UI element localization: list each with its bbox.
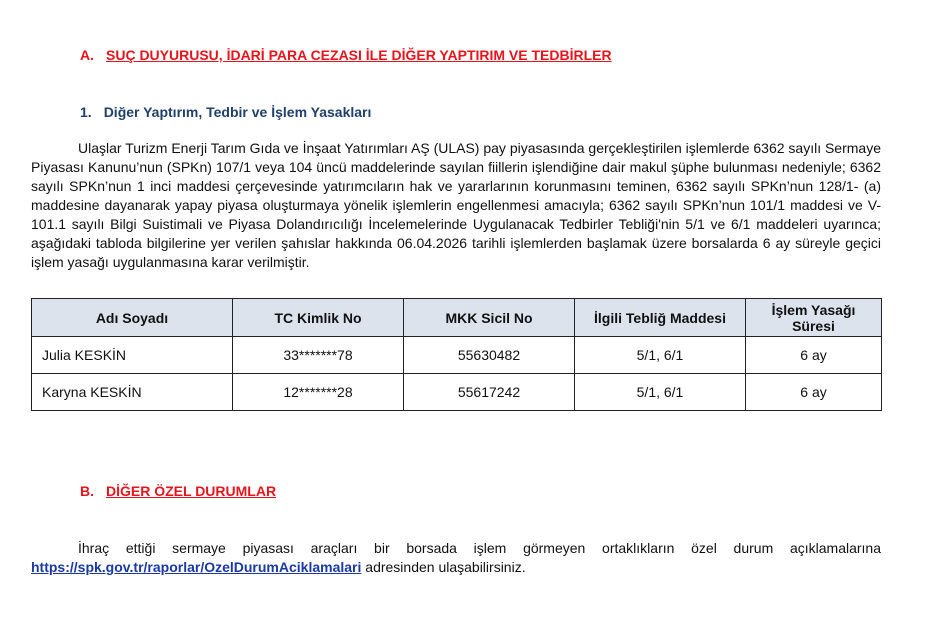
special-disclosures-text: İhraç ettiği sermaye piyasası araçları bir borsada işlem görmeyen ortaklıkların özel durum açıklamalarına xyxy=(78,540,881,556)
special-disclosures-paragraph xyxy=(31,539,881,577)
header-name: Adı Soyadı xyxy=(32,299,233,337)
section-b-title: DİĞER ÖZEL DURUMLAR xyxy=(106,483,277,499)
header-tc-id: TC Kimlik No xyxy=(233,299,404,337)
header-ban-duration: İşlem Yasağı Süresi xyxy=(746,299,882,337)
special-disclosures-text-after: adresinden ulaşabilirsiniz. xyxy=(361,559,526,575)
header-article: İlgili Tebliğ Maddesi xyxy=(575,299,746,337)
section-b-letter: B. xyxy=(80,483,94,499)
section-b-heading xyxy=(80,483,276,499)
cell-mkk-no: 55630482 xyxy=(404,337,575,374)
cell-ban-duration: 6 ay xyxy=(746,337,882,374)
special-disclosures-link[interactable]: https://spk.gov.tr/raporlar/OzelDurumAciklamalari xyxy=(31,559,362,575)
cell-ban-duration: 6 ay xyxy=(746,374,882,411)
trading-ban-table xyxy=(31,298,882,411)
cell-name: Karyna KESKİN xyxy=(32,374,233,411)
cell-tc-id: 12*******28 xyxy=(233,374,404,411)
section-a-title: SUÇ DUYURUSU, İDARİ PARA CEZASI İLE DİĞER YAPTIRIM VE TEDBİRLER xyxy=(106,47,612,63)
cell-article: 5/1, 6/1 xyxy=(575,337,746,374)
table-header-row xyxy=(32,299,882,337)
cell-name: Julia KESKİN xyxy=(32,337,233,374)
table-row xyxy=(32,337,882,374)
subsection-1-title: Diğer Yaptırım, Tedbir ve İşlem Yasakları xyxy=(103,104,372,120)
section-a-heading xyxy=(80,47,612,63)
subsection-1-heading xyxy=(80,104,371,120)
subsection-1-number: 1. xyxy=(80,104,92,120)
cell-mkk-no: 55617242 xyxy=(404,374,575,411)
header-mkk-no: MKK Sicil No xyxy=(404,299,575,337)
table-row xyxy=(32,374,882,411)
cell-tc-id: 33*******78 xyxy=(233,337,404,374)
decision-paragraph xyxy=(31,139,881,272)
cell-article: 5/1, 6/1 xyxy=(575,374,746,411)
section-a-letter: A. xyxy=(80,47,94,63)
decision-paragraph-text: Ulaşlar Turizm Enerji Tarım Gıda ve İnşaat Yatırımları AŞ (ULAS) pay piyasasında gerçekleştirilen işlemlerde 6362 sayılı Sermaye Piyasası Kanunu’nun (SPKn) 107/1 veya 104 üncü maddelerinde sayılan fiillerin işlendiğine dair makul şüphe bulunması nedeniyle; 6362 sayılı SPKn’nun 1 inci maddesi çerçevesinde yatırımcıların hak ve yararlarının korunmasını teminen, 6362 sayılı SPKn’nun 128/1- (a) maddesine dayanarak yapay piyasa oluşturmaya yönelik işlemlerin engellenmesi amacıyla; 6362 sayılı SPKn’nun 101/1 maddesi ve V-101.1 sayılı Bilgi Suistimali ve Piyasa Dolandırıcılığı İncelemelerinde Uygulanacak Tedbirler Tebliği'nin 5/1 ve 6/1 maddeleri uyarınca; aşağıdaki tabloda bilgilerine yer verilen şahıslar hakkında 06.04.2026 tarihli işlemlerden başlamak üzere borsalarda 6 ay süreyle geçici işlem yasağı uygulanmasına karar verilmiştir. xyxy=(31,140,881,270)
